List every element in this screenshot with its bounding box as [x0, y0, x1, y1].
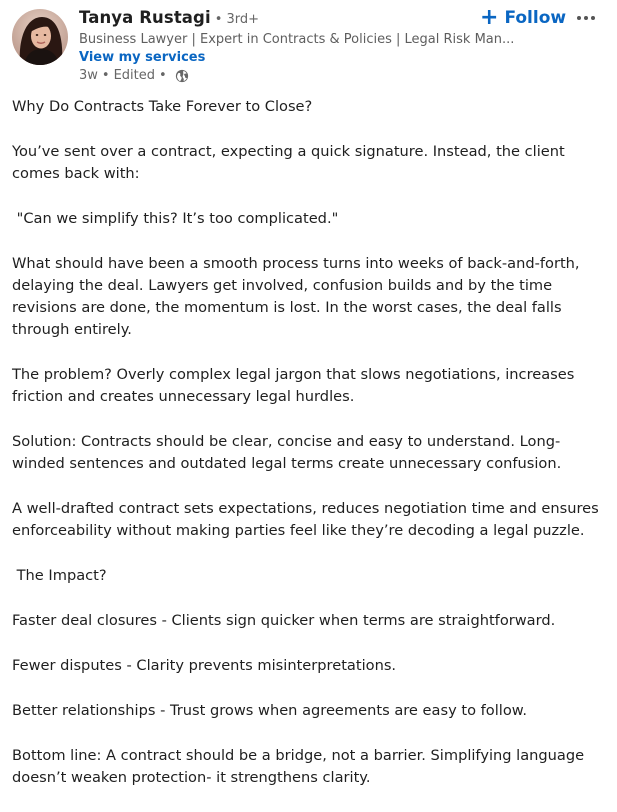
connection-degree: • 3rd+: [214, 12, 260, 27]
follow-button[interactable]: [476, 5, 570, 31]
post-paragraph: Faster deal closures - Clients sign quicker when terms are straightforward.: [12, 612, 556, 629]
view-services-link[interactable]: View my services: [79, 50, 206, 65]
avatar-photo: [12, 9, 68, 65]
post-paragraph: You’ve sent over a contract, expecting a quick signature. Instead, the client comes back with:: [12, 143, 565, 182]
post-quote: "Can we simplify this? It’s too complicated.": [12, 210, 339, 227]
post-paragraph: What should have been a smooth process turns into weeks of back-and-forth, delaying the deal. Lawyers get involved, confusion builds and by the time revisions are done, the momentum is lost. In the worst cases, the deal falls through entirely.: [12, 255, 580, 338]
post-body: [12, 96, 607, 812]
author-name-line: [79, 8, 479, 30]
post-header: [0, 0, 617, 92]
author-info: [79, 8, 515, 85]
edited-label: Edited: [113, 68, 156, 83]
post-paragraph: Fewer disputes - Clarity prevents misinterpretations.: [12, 657, 397, 674]
author-headline: Business Lawyer | Expert in Contracts & Policies | Legal Risk Man...: [79, 32, 515, 47]
post-title: Why Do Contracts Take Forever to Close?: [12, 98, 313, 115]
post-age: 3w: [79, 68, 98, 83]
more-horizontal-icon: [576, 15, 596, 21]
meta-separator: •: [159, 68, 167, 83]
post-paragraph: Bottom line: A contract should be a bridge, not a barrier. Simplifying language doesn’t weaken protection- it strengthens clarity.: [12, 747, 585, 786]
post-paragraph: Better relationships - Trust grows when agreements are easy to follow.: [12, 702, 527, 719]
follow-label: Follow: [504, 8, 567, 28]
post-meta: [79, 67, 479, 85]
post-paragraph: The problem? Overly complex legal jargon that slows negotiations, increases friction and creates unnecessary legal hurdles.: [12, 366, 575, 405]
post-subheading: The Impact?: [12, 567, 107, 584]
post-paragraph: A well-drafted contract sets expectations, reduces negotiation time and ensures enforceability without making parties feel like they’re decoding a legal puzzle.: [12, 500, 599, 539]
author-name[interactable]: Tanya Rustagi: [79, 8, 211, 27]
meta-separator: •: [101, 68, 110, 83]
more-options-button[interactable]: [572, 6, 600, 30]
plus-icon: +: [480, 5, 499, 30]
globe-icon: [175, 69, 189, 83]
post-paragraph: Solution: Contracts should be clear, concise and easy to understand. Long-winded sentences and outdated legal terms create unnecessary confusion.: [12, 433, 562, 472]
avatar[interactable]: [12, 9, 68, 65]
